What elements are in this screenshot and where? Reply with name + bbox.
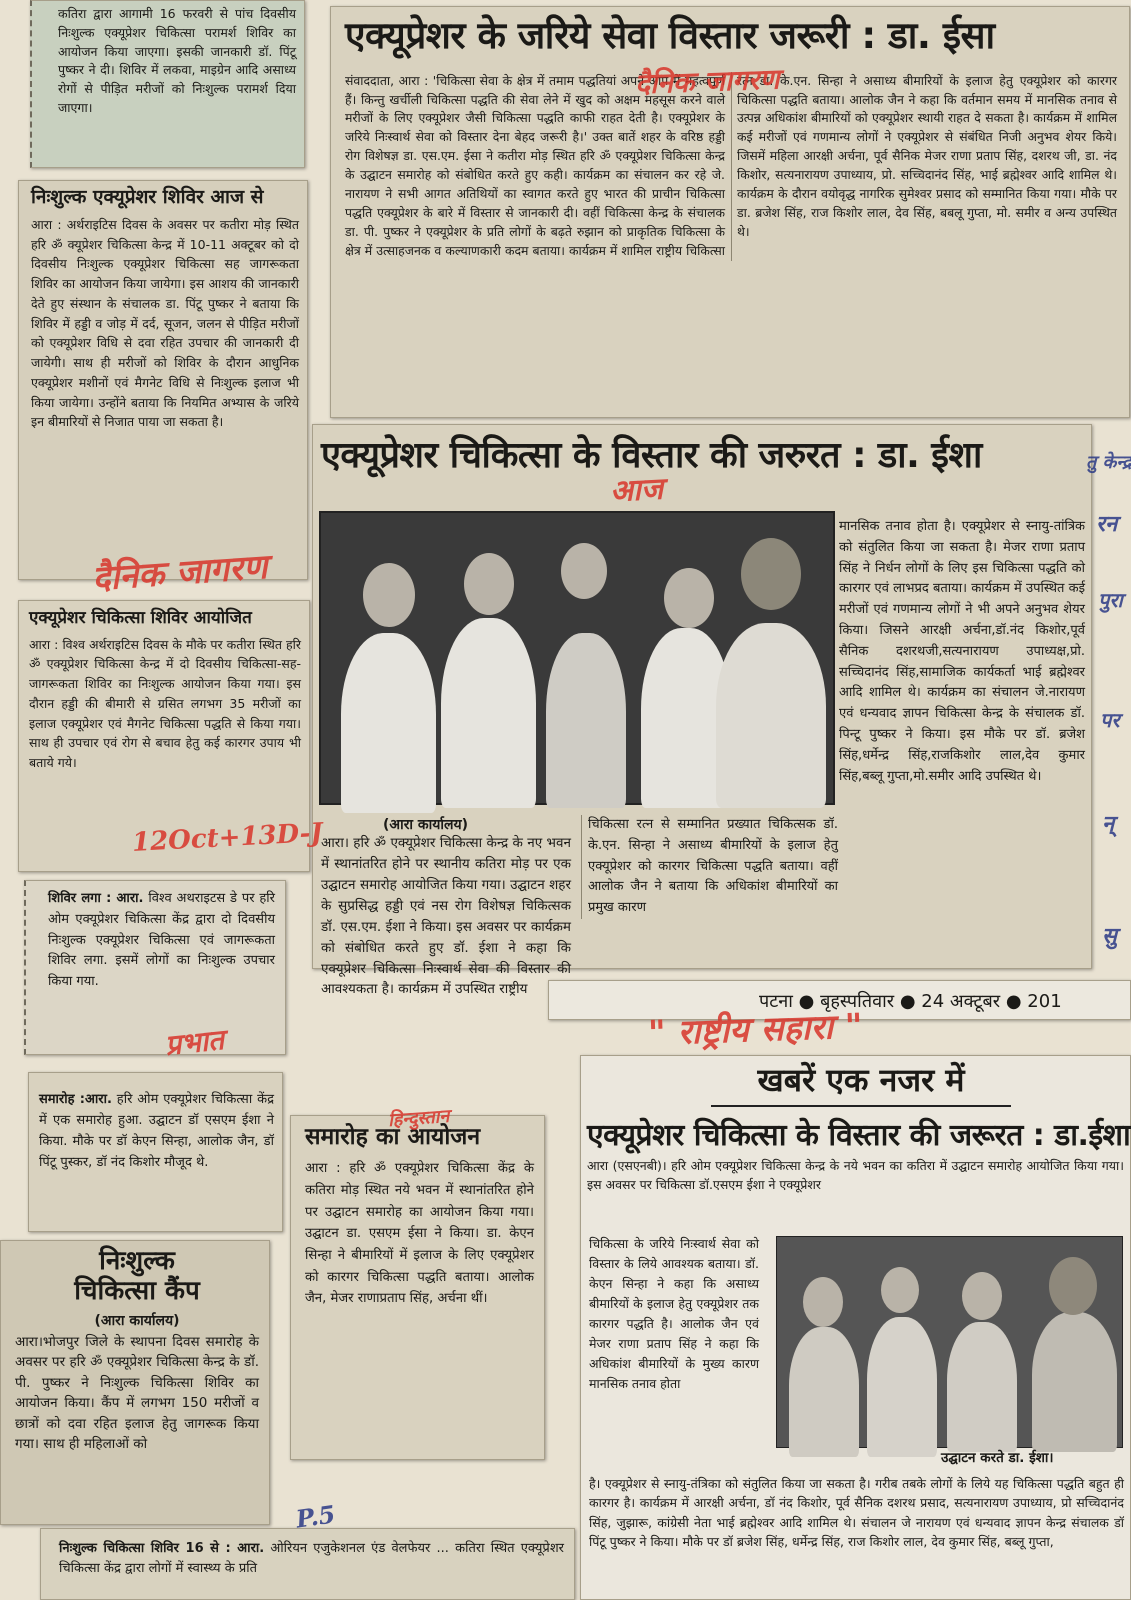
aaj-photo [319, 511, 835, 805]
clip-free-camp [0, 1240, 270, 1525]
free-camp-byline: (आरा कार्यालय) [94, 1312, 180, 1329]
handwritten-prabhat: प्रभात [163, 1023, 226, 1062]
camp-organized-headline: एक्यूप्रेशर चिकित्सा शिविर आयोजित [29, 608, 252, 628]
sahara-headline: एक्यूप्रेशर चिकित्सा के विस्तार की जरूरत : डा.ईशा [587, 1117, 1131, 1153]
handwritten-dainik-jagran-1: दैनिक जागरण [90, 546, 269, 600]
handwritten-hindustan: हिन्दुस्तान [387, 1105, 450, 1132]
margin-scribble-1: तु केन्द्र [1086, 452, 1131, 473]
sahara-caption: उद्घाटन करते डा. ईशा। [941, 1450, 1054, 1466]
free-camp-headline-1: निःशुल्क [99, 1246, 175, 1276]
clip-samaroh [290, 1115, 545, 1460]
isa-headline: एक्यूप्रेशर के जरिये सेवा विस्तार जरूरी : डा. ईसा [345, 14, 995, 57]
margin-scribble-5: न् [1102, 811, 1115, 837]
aaj-headline: एक्यूप्रेशर चिकित्सा के विस्तार की जरुरत : डा. ईशा [321, 435, 982, 476]
sahara-left-col: चिकित्सा के जरिये निःस्वार्थ सेवा को विस्तार के लिये आवश्यक बताया। डॉ. केएन सिन्हा ने कहा कि असाध्य बीमारियों के इलाज हेतु एक्यूप्रेशर तक कारगर पद्धति है। आलोक जैन एवं मेजर राणा प्रताप सिंह ने कहा कि अधिकांश बीमारियों के मुख्य कारण मानसिक तनाव होता [589, 1236, 759, 1391]
camp-started-paragraph [48, 889, 275, 993]
clip-bottom-strip [40, 1528, 575, 1600]
sahara-section-bar [711, 1062, 1011, 1107]
clip-sahara [580, 1055, 1131, 1600]
aaj-right-col: मानसिक तनाव होता है। एक्यूप्रेशर से स्नायु-तांत्रिक को संतुलित किया जा सकता है। मेजर राणा प्रताप सिंह ने निर्धन लोगों के लिए इस चिकित्सा पद्धति को कारगर एवं लाभप्रद बताया। कार्यक्रम में उपस्थित कई मरीजों एवं गणमान्य लोगों ने भी अपने अनुभव शेयर किया। जिसने आरक्षी अर्चना,डॉ.नंद किशोर,पूर्व सैनिक दशरथजी,सत्यनारायण उपाध्यक्ष,प्रो. सच्चिदानंद सिंह,सामाजिक कार्यकर्ता भाई ब्रह्मेश्वर आदि शामिल थे। कार्यक्रम का संचालन जे.नारायण एवं धन्यवाद ज्ञापन चिकित्सा केन्द्र के संचालक डॉ. पिन्टू पुष्कर ने किया। इस मौके पर डॉ. ब्रजेश सिंह,धर्मेन्द्र सिंह,राजकिशोर लाल,देव कुमार सिंह,बब्लू गुप्ता,मो.समीर आदि उपस्थित थे। [839, 519, 1085, 784]
clip-ceremony-short [28, 1072, 283, 1232]
handwritten-aaj: आज [609, 471, 664, 510]
bottom-strip-paragraph [59, 1539, 564, 1578]
clip-sahara-masthead [548, 980, 1131, 1020]
margin-scribble-4: पर [1100, 708, 1120, 732]
clip-top-left-text: कतिरा द्वारा आगामी 16 फरवरी से पांच दिवसीय निःशुल्क एक्यूप्रेशर चिकित्सा परामर्श शिविर का आयोजन किया जाएगा। इसकी जानकारी डॉ. पिंटू पुष्कर ने दी। शिविर में लकवा, माइग्रेन आदि असाध्य रोगों से पीड़ित मरीजों को निःशुल्क परामर्श दिया जाएगा। [58, 6, 296, 115]
aaj-col2: चिकित्सा रत्न से सम्मानित प्रख्यात चिकित्सक डॉ. के.एन. सिन्हा ने असाध्य बीमारियों के इलाज हेतु एक्यूप्रेशर को कारगर चिकित्सा पद्धति बताया। वहीं आलोक जैन ने बताया कि अधिकांश बीमारियों का प्रमुख कारण [581, 815, 838, 919]
bottom-strip-text: ओरियन एजुकेशनल एंड वेलफेयर ... कतिरा स्थित एक्यूप्रेशर चिकित्सा केंद्र द्वारा लोगों में स्वास्थ्य के प्रति [59, 1541, 564, 1576]
clip-isa-article [330, 6, 1130, 418]
camp-started-text: विश्व अथराइटस डे पर हरि ओम एक्यूप्रेशर चिकित्सा केंद्र द्वारा दो दिवसीय निःशुल्क एक्यूप्रेशर चिकित्सा एवं जागरूकता शिविर लगा. इसमें लोगों का निःशुल्क उपचार किया गया. [48, 891, 275, 990]
handwritten-sahara: " राष्ट्रीय सहारा " [647, 1006, 864, 1054]
clip-camp-started [24, 880, 286, 1055]
handwritten-page-mark: P.5 [294, 1499, 337, 1534]
sahara-photo [776, 1236, 1123, 1448]
sahara-masthead: पटना ● बृहस्पतिवार ● 24 अक्टूबर ● 201 [759, 991, 1062, 1012]
samaroh-text: आरा : हरि ॐ एक्यूप्रेशर चिकित्सा केंद्र के कतिरा मोड़ स्थित नये भवन में स्थानांतरित होने पर उद्घाटन समारोह का आयोजन किया गया। उद्घाटन डा. एसएम ईसा ने किया। डा. केएन सिन्हा ने बीमारियों में इलाज के लिए एक्यूप्रेशर को कारगर चिकित्सा पद्धति बताया। आलोक जैन, मेजर राणाप्रताप सिंह, अर्चना थीं। [305, 1161, 534, 1307]
isa-text: संवाददाता, आरा : 'चिकित्सा सेवा के क्षेत्र में तमाम पद्धतियां अपने आप में महत्वपूर्ण हैं। किन्तु खर्चीली चिकित्सा पद्धति की सेवा लेने में खुद को अक्षम महसूस करने वाले मरीजों के लिए एक्यूप्रेशर जैसी चिकित्सा पद्धति काफी राहत देती है। एक्यूप्रेशर के जरिये निःस्वार्थ सेवा को विस्तार देना बेहद जरूरी है।' उक्त बातें शहर के वरिष्ठ हड्डी रोग विशेषज्ञ डा. एस.एम. ईसा ने कतीरा मोड़ स्थित हरि ॐ एक्यूप्रेशर चिकित्सा केन्द्र के उद्घाटन समारोह को संबोधित करते हुए कही। कार्यक्रम का संचालन कर रहे जे. नारायण ने सभी आगत अतिथियों का स्वागत करते हुए भारत की प्राचीन चिकित्सा पद्धति एक्यूप्रेशर के बारे में विस्तार से जानकारी दी। वहीं चिकित्सा केन्द्र के संचालक डा. पी. पुष्कर ने एक्यूप्रेशर के प्रति लोगों के बढ़ते रुझान को प्राकृतिक चिकित्सा के क्षेत्र में उत्साहजनक व कल्याणकारी कदम बताया। कार्यक्रम में शामिल राष्ट्रीय चिकित्सा रत्न डा. के.एन. सिन्हा ने असाध्य बीमारियों के इलाज हेतु एक्यूप्रेशर को कारगर चिकित्सा पद्धति बताया। आलोक जैन ने कहा कि वर्तमान समय में मानसिक तनाव से उत्पन्न अधिकांश बीमारियों को एक्यूप्रेशर स्थायी राहत दे सकता है। कार्यक्रम में शामिल कई मरीजों एवं गणमान्य लोगों ने एक्यूप्रेशर से संबंधित निजी अनुभव शेयर किये। जिसमें महिला आरक्षी अर्चना, पूर्व सैनिक मेजर राणा प्रताप सिंह, दशरथ जी, डा. नंद किशोर, सत्यनारायण उपाध्याय, प्रो. सच्चिदानंद सिंह, भाई ब्रह्मेश्वर आदि शामिल थे। कार्यक्रम के दौरान वयोवृद्ध नागरिक सुमेश्वर प्रसाद को सम्मानित किया गया। मौके पर डा. ब्रजेश सिंह, राज किशोर लाल, देव सिंह, बबलू गुप्ता, मो. समीर व अन्य उपस्थित थे। [345, 72, 1117, 259]
ceremony-short-lead: समारोह :आरा. [39, 1092, 112, 1107]
ceremony-short-text: हरि ओम एक्यूप्रेशर चिकित्सा केंद्र में एक समारोह हुआ. उद्घाटन डॉ एसएम ईशा ने किया. मौके पर डॉ केएन सिन्हा, आलोक जैन, डॉ पिंटू पुस्कर, डॉ नंद किशोर मौजूद थे. [39, 1092, 274, 1171]
aaj-col1: आरा। हरि ॐ एक्यूप्रेशर चिकित्सा केन्द्र के नए भवन में स्थानांतरित होने पर स्थानीय कतिरा मोड़ पर एक उद्घाटन समारोह आयोजित किया गया। उद्घाटन शहर के सुप्रसिद्ध हड्डी एवं नस रोग विशेषज्ञ चिकित्सक डॉ. एस.एम. ईशा ने किया। इस अवसर पर कार्यक्रम को संबोधित करते हुए डॉ. ईशा ने कहा कि एक्यूप्रेशर चिकित्सा निःस्वार्थ सेवा की विस्तार की आवश्यकता है। कार्यक्रम में उपस्थित राष्ट्रीय [321, 835, 571, 998]
free-camp-text: आरा।भोजपुर जिले के स्थापना दिवस समारोह के अवसर पर हरि ॐ एक्यूप्रेशर चिकित्सा केन्द्र के डॉ. पी. पुष्कर ने निःशुल्क चिकित्सा शिविर का आयोजन किया। कैंप में लगभग 150 मरीजों व छात्रों को दवा रहित इलाज हेतु जागरूक किया गया। साथ ही महिलाओं को [15, 1333, 259, 1453]
sahara-tail: है। एक्यूप्रेशर से स्नायु-तंत्रिका को संतुलित किया जा सकता है। गरीब तबके लोगों के लिये यह चिकित्सा पद्धति बहुत ही कारगर है। कार्यक्रम में आरक्षी अर्चना, डॉ नंद किशोर, पूर्व सैनिक दशरथ प्रसाद, सत्यनारायण उपाध्याय, प्रो सच्चिदानंद सिंह, जुझारू, कांग्रेसी नेता भाई ब्रह्मेश्वर आदि शामिल थे। संचालन जे नारायण एवं धन्यवाद ज्ञापन केन्द्र संचालक डॉ पिंटू पुष्कर ने किया। मौके पर डॉ ब्रजेश सिंह, धर्मेन्द्र सिंह, राज किशोर लाल, देव कुमार सिंह, बब्लू गुप्ता, [589, 1476, 1124, 1550]
bottom-strip-lead: निःशुल्क चिकित्सा शिविर 16 से : आरा. [59, 1541, 265, 1556]
samaroh-headline: समारोह का आयोजन [305, 1124, 481, 1150]
sahara-lead: आरा (एसएनबी)। हरि ओम एक्यूप्रेशर चिकित्सा केन्द्र के नये भवन का कतिरा में उद्घाटन समारोह आयोजित किया गया। इस अवसर पर चिकित्सा डॉ.एसएम ईशा ने एक्यूप्रेशर [587, 1158, 1124, 1193]
clip-aaj-article [312, 424, 1092, 998]
handwritten-dainik-jagran-2: दैनिक जागरण [634, 62, 780, 101]
camp-today-text: आरा : अर्थराइटिस दिवस के अवसर पर कतीरा मोड़ स्थित हरि ॐ क्यूप्रेशर चिकित्सा केन्द्र में 10-11 अक्टूबर को दो दिवसीय निःशुल्क एक्यूप्रेशर चिकित्सा सह जागरूकता शिविर का आयोजन किया जायेगा। इस आशय की जानकारी देते हुए संस्थान के संचालक डा. पिंटू पुष्कर ने बताया कि शिविर में हड्डी व जोड़ में दर्द, सूजन, जलन से पीड़ित मरीजों को एक्यूप्रेशर विधि से दवा रहित उपचार की जानकारी दी जायेगी। साथ ही मरीजों को शिविर के दौरान आधुनिक एक्यूप्रेशर मशीनों एवं मैगनेट विधि से निःशुल्क इलाज भी किया जायेगा। उन्होंने बताया कि नियमित अभ्यास के जरिये इन बीमारियों से निजात पाया जा सकता है। [31, 216, 299, 430]
clip-camp-organized [18, 600, 310, 872]
camp-today-headline: निःशुल्क एक्यूप्रेशर शिविर आज से [31, 186, 264, 208]
free-camp-headline-2: चिकित्सा कैंप [74, 1275, 200, 1306]
margin-scribble-3: पुरा [1098, 588, 1123, 612]
clip-camp-today [18, 180, 308, 580]
margin-scribble-2: रन [1096, 511, 1118, 537]
sahara-section: खबरें एक नजर में [757, 1061, 965, 1099]
aaj-byline: (आरा कार्यालय) [383, 817, 469, 833]
clip-top-left [30, 0, 305, 168]
camp-organized-text: आरा : विश्व अर्थराइटिस दिवस के मौके पर कतीरा स्थित हरि ॐ एक्यूप्रेशर चिकित्सा केन्द्र में दो दिवसीय चिकित्सा-सह-जागरूकता शिविर का निःशुल्क आयोजन किया गया। इस दौरान हड्डी की बीमारी से ग्रसित लगभग 35 मरीजों का इलाज एक्यूप्रेशर एवं मैगनेट चिकित्सा पद्धति से किया गया। साथ ही उपचार एवं रोग से बचाव हेतु कई कारगर उपाय भी बताये गये। [29, 636, 301, 771]
camp-started-lead: शिविर लगा : आरा. [48, 891, 144, 906]
ceremony-short-paragraph [39, 1089, 274, 1173]
margin-scribble-6: सु [1102, 923, 1117, 949]
handwritten-date: 12Oct+13D-J [131, 818, 324, 858]
